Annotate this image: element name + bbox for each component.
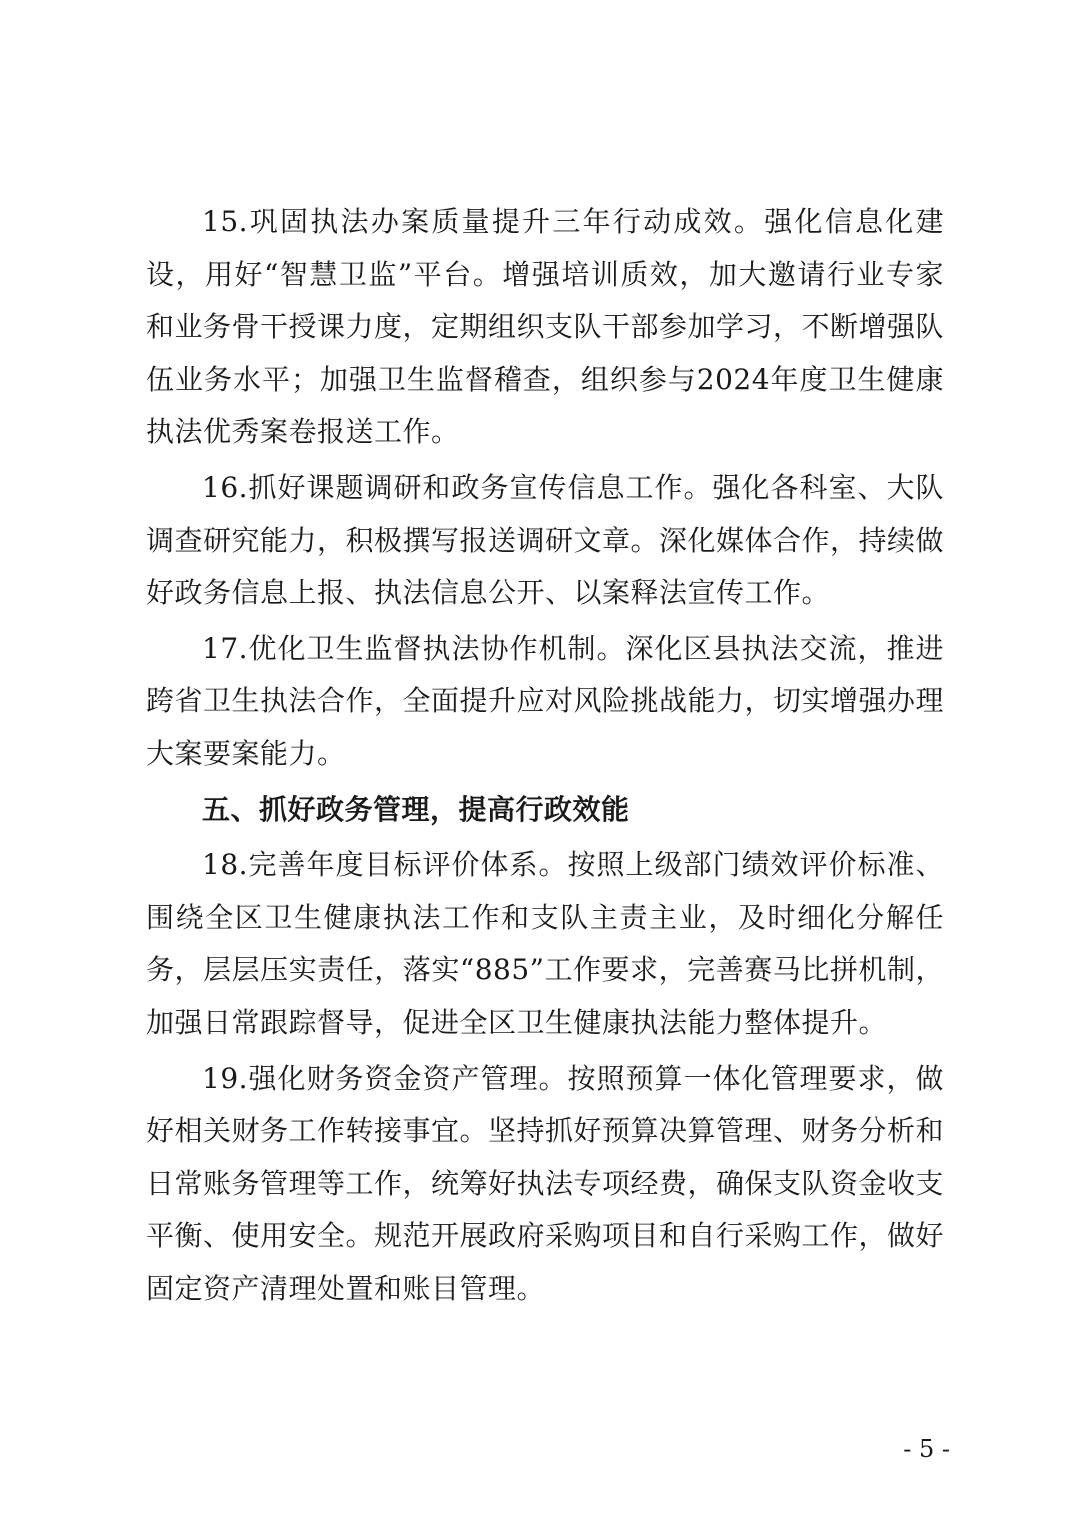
item-15-body: 强化信息化建设，用好“智慧卫监”平台。增强培训质效，加大邀请行业专家和业务骨干授课力度，定期组织支队干部参加学习，不断增强队伍业务水平；加强卫生监督稽查，组织参与2024年度卫生健康执法优秀案卷报送工作。: [146, 205, 945, 449]
item-17-title: 17.优化卫生监督执法协作机制。: [202, 631, 626, 665]
section-heading: 五、抓好政务管理，提高行政效能: [202, 792, 630, 826]
item-15-title: 15.巩固执法办案质量提升三年行动成效。: [202, 205, 765, 238]
item-19-title: 19.强化财务资金资产管理。: [202, 1061, 568, 1095]
item-19-body: 按照预算一体化管理要求，做好相关财务工作转接事宜。坚持抓好预算决算管理、财务分析和日常账务管理等工作，统筹好执法专项经费，确保支队资金收支平衡、使用安全。规范开展政府采购项目和自行采购工作，做好固定资产清理处置和账目管理。: [146, 1061, 945, 1305]
item-16: [146, 462, 944, 620]
item-15: [146, 196, 944, 459]
item-16-title: 16.抓好课题调研和政务宣传信息工作。: [202, 470, 713, 504]
page-number: - 5 -: [903, 1435, 950, 1463]
document-body: [146, 196, 944, 1318]
item-18: [146, 839, 944, 1049]
item-18-body: 按照上级部门绩效评价标准、围绕全区卫生健康执法工作和支队主责主业，及时细化分解任务，层层压实责任，落实“885”工作要求，完善赛马比拼机制，加强日常跟踪督导，促进全区卫生健康执法能力整体提升。: [146, 848, 944, 1039]
item-18-title: 18.完善年度目标评价体系。: [202, 848, 568, 882]
item-17-body: 深化区县执法交流，推进跨省卫生执法合作，全面提升应对风险挑战能力，切实增强办理大案要案能力。: [146, 631, 945, 770]
item-19: [146, 1053, 944, 1316]
item-16-body: 强化各科室、大队调查研究能力，积极撰写报送调研文章。深化媒体合作，持续做好政务信息上报、执法信息公开、以案释法宣传工作。: [146, 470, 945, 610]
item-17: [146, 623, 944, 781]
